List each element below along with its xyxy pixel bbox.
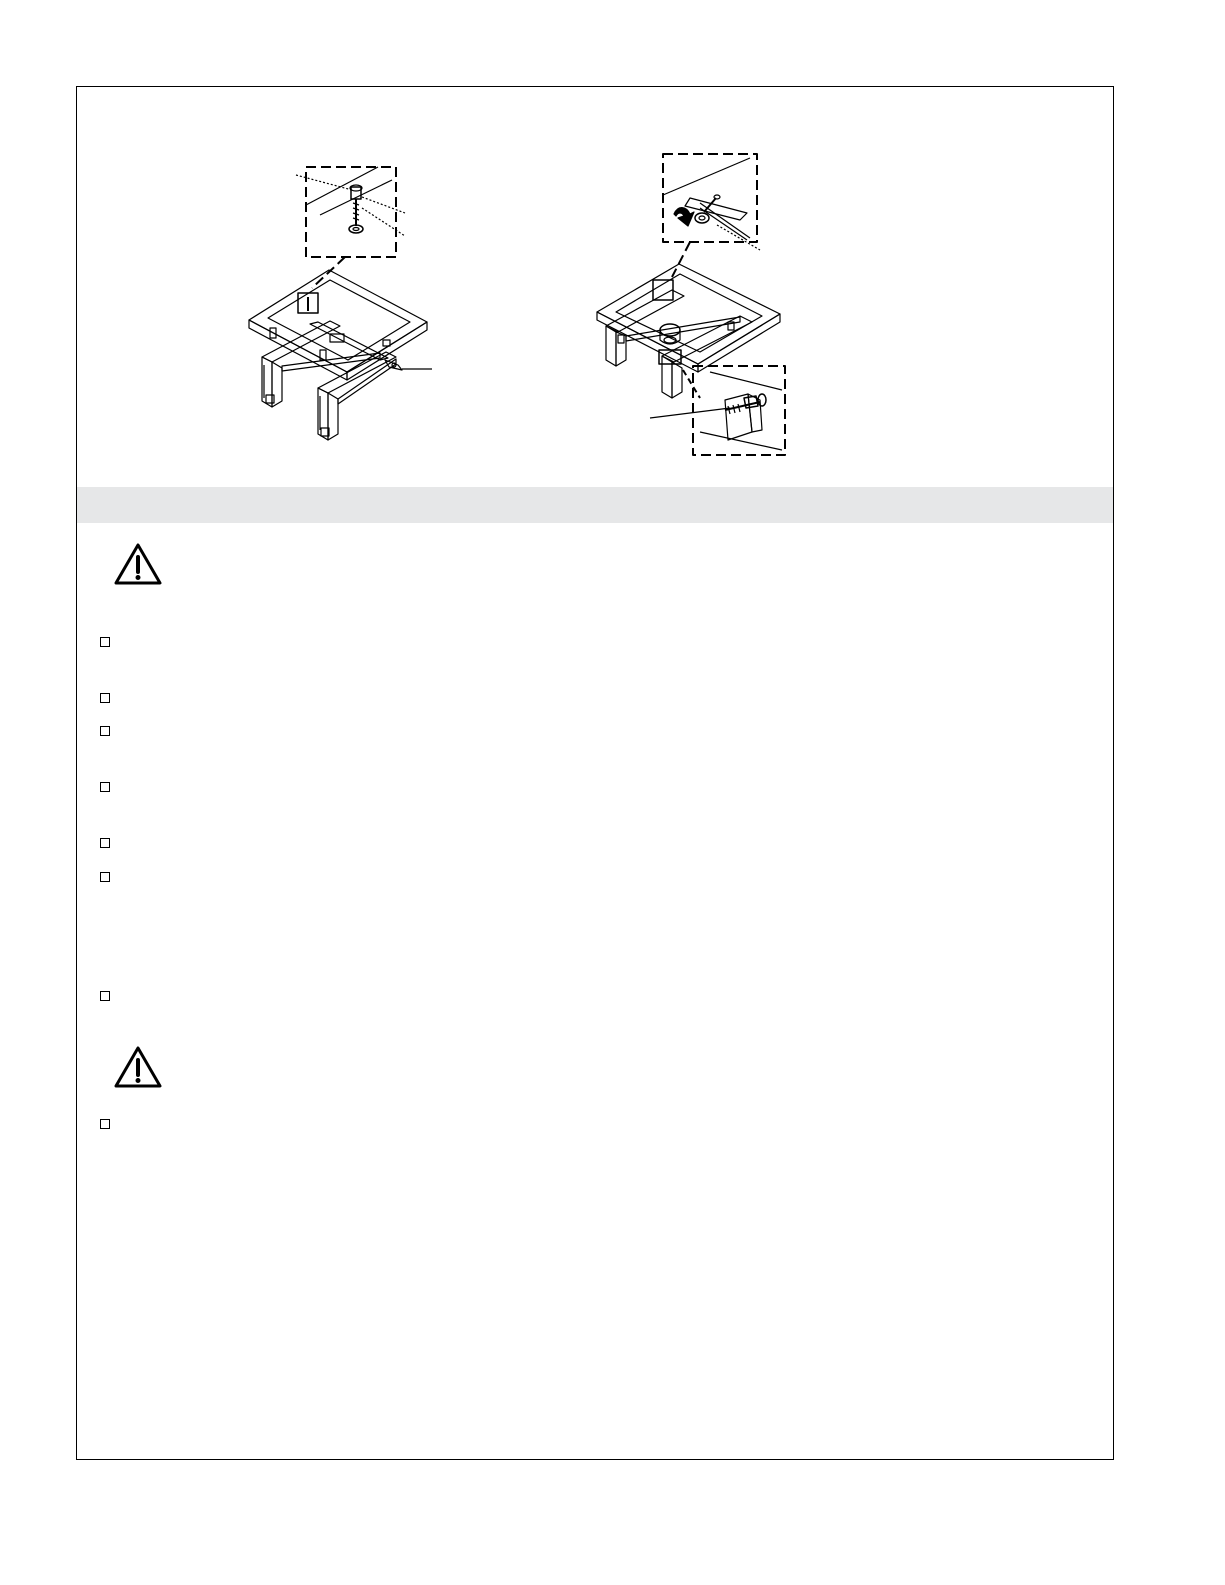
checkbox-icon[interactable] [100,782,110,792]
checkbox-icon[interactable] [100,838,110,848]
frame-assembly-left [249,167,432,440]
checkbox-icon[interactable] [100,637,110,647]
detail-box-left [306,167,396,257]
checkbox-icon[interactable] [100,693,110,703]
illustrations-area [0,0,1225,470]
warning-triangle-icon-2 [114,1046,162,1088]
section-header-bar [77,487,1113,523]
frame-assembly-right [597,154,785,455]
detail-box-right-top [663,154,757,242]
checkbox-icon[interactable] [100,872,110,882]
checkbox-icon[interactable] [100,1119,110,1129]
checkbox-icon[interactable] [100,991,110,1001]
checkbox-icon[interactable] [100,726,110,736]
warning-triangle-icon [114,543,162,585]
